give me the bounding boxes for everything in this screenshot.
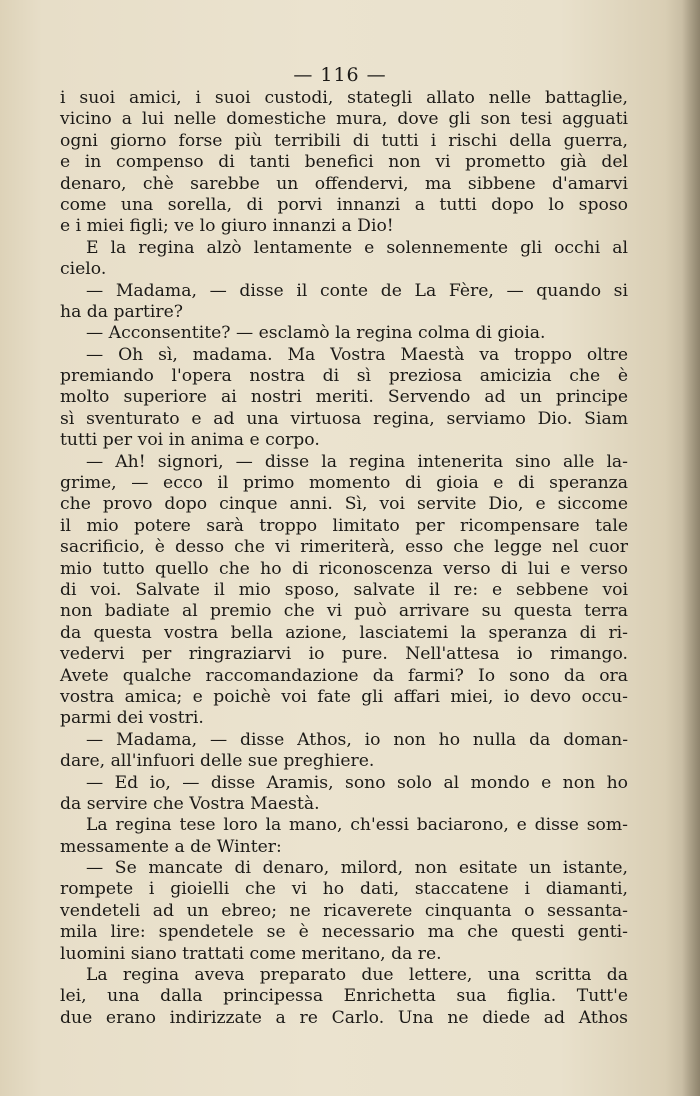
text-line: cielo. — [60, 259, 107, 280]
text-line: di voi. Salvate il mio sposo, salvate il re: e sebbene voi — [60, 579, 628, 600]
text-line: sacrificio, è desso che vi rimeriterà, esso che legge nel cuor — [60, 537, 628, 558]
text-line: ogni giorno forse più terribili di tutti i rischi della guerra, — [60, 130, 628, 151]
text-line: — Madama, — disse Athos, io non ho nulla da doman- — [86, 729, 628, 750]
page-number: — 116 — — [293, 64, 387, 86]
body-text — [60, 88, 628, 1029]
page-edge-shadow — [682, 0, 700, 1096]
text-line: vicino a lui nelle domestiche mura, dove gli son tesi agguati — [60, 109, 628, 130]
text-line: vendeteli ad un ebreo; ne ricaverete cinquanta o sessanta- — [60, 900, 628, 921]
text-line: da servire che Vostra Maestà. — [60, 793, 320, 814]
text-line: e i miei figli; ve lo giuro innanzi a Dio! — [60, 216, 394, 237]
text-line: luomini siano trattati come meritano, da re. — [60, 943, 442, 964]
text-line: messamente a de Winter: — [60, 836, 282, 857]
text-line: che provo dopo cinque anni. Sì, voi servite Dio, e siccome — [60, 494, 628, 515]
text-line: tutti per voi in anima e corpo. — [60, 430, 320, 451]
text-line: E la regina alzò lentamente e solennemente gli occhi al — [86, 237, 628, 258]
text-line: — Oh sì, madama. Ma Vostra Maestà va troppo oltre — [86, 344, 628, 365]
text-line: — Acconsentite? — esclamò la regina colma di gioia. — [86, 323, 546, 344]
text-line: vostra amica; e poichè voi fate gli affari miei, io devo occu- — [60, 686, 628, 707]
text-line: La regina aveva preparato due lettere, una scritta da — [86, 965, 628, 986]
text-line: Avete qualche raccomandazione da farmi? Io sono da ora — [60, 665, 628, 686]
text-line: i suoi amici, i suoi custodi, stategli allato nelle battaglie, — [60, 88, 628, 108]
text-line: il mio potere sarà troppo limitato per ricompensare tale — [60, 515, 628, 536]
text-line: — Ed io, — disse Aramis, sono solo al mondo e non ho — [86, 772, 628, 793]
text-line: premiando l'opera nostra di sì preziosa amicizia che è — [60, 366, 628, 387]
text-line: dare, all'infuori delle sue preghiere. — [60, 751, 375, 772]
text-line: parmi dei vostri. — [60, 708, 204, 729]
text-line: vedervi per ringraziarvi io pure. Nell'attesa io rimango. — [60, 644, 628, 665]
text-line: non badiate al premio che vi può arrivare su questa terra — [60, 601, 628, 622]
text-line: come una sorella, di porvi innanzi a tutti dopo lo sposo — [60, 194, 628, 215]
text-line: due erano indirizzate a re Carlo. Una ne diede ad Athos — [60, 1007, 628, 1028]
text-line: sì sventurato e ad una virtuosa regina, serviamo Dio. Siam — [60, 408, 628, 429]
text-line: — Se mancate di denaro, milord, non esitate un istante, — [86, 858, 628, 879]
text-line: molto superiore ai nostri meriti. Servendo ad un principe — [60, 387, 628, 408]
text-line: mila lire: spendetele se è necessario ma che questi genti- — [60, 922, 628, 943]
text-line: mio tutto quello che ho di riconoscenza verso di lui e verso — [60, 558, 628, 579]
text-line: denaro, chè sarebbe un offendervi, ma sibbene d'amarvi — [60, 173, 628, 194]
text-line: rompete i gioielli che vi ho dati, staccatene i diamanti, — [60, 879, 628, 900]
text-line: — Ah! signori, — disse la regina intenerita sino alle la- — [86, 451, 628, 472]
text-line: La regina tese loro la mano, ch'essi baciarono, e disse som- — [86, 815, 628, 836]
text-line: da questa vostra bella azione, lasciatemi la speranza di ri- — [60, 622, 628, 643]
text-line: ha da partire? — [60, 301, 183, 322]
text-line: lei, una dalla principessa Enrichetta sua figlia. Tutt'e — [60, 986, 628, 1007]
text-line: e in compenso di tanti benefici non vi prometto già del — [60, 152, 628, 173]
text-line: — Madama, — disse il conte de La Fère, — quando si — [86, 280, 628, 301]
text-line: grime, — ecco il primo momento di gioia e di speranza — [60, 473, 628, 494]
